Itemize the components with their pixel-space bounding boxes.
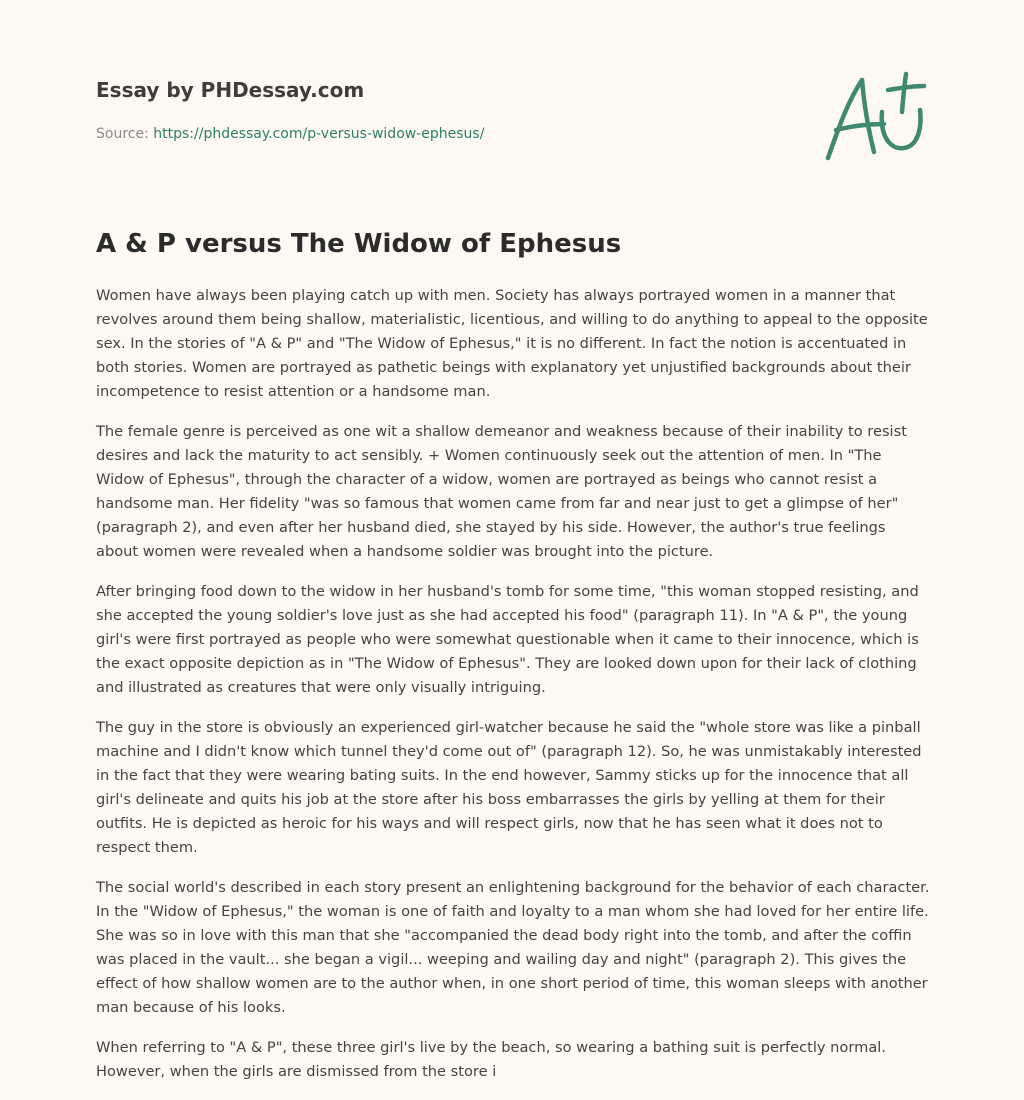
source-label: Source: (96, 126, 154, 142)
a-plus-logo-icon[interactable] (818, 66, 930, 166)
essay-paragraph: The social world's described in each story present an enlightening background for the behavior of each character. In the "Widow of Ephesus," the woman is one of faith and loyalty to a man whom she had loved for her entire life. She was so in love with this man that she "accompanied the dead body right into the tomb, and after the coffin was placed in the vault... she began a vigil... weeping and wailing day and night" (paragraph 2). This gives the effect of how shallow women are to the author when, in one short period of time, this woman sleeps with another man because of his looks. (96, 879, 930, 1016)
page-header (96, 76, 796, 144)
essay-title: A & P versus The Widow of Ephesus (96, 229, 622, 259)
essay-paragraph: The guy in the store is obviously an experienced girl-watcher because he said the "whole store was like a pinball machine and I didn't know which tunnel they'd come out of" (paragraph 12). So, he was unmistakably interested in the fact that they were wearing bating suits. In the end however, Sammy sticks up for the innocence that all girl's delineate and quits his job at the store after his boss embarrasses the girls by yelling at them for their outfits. He is depicted as heroic for his ways and will respect girls, now that he has seen what it does not to respect them. (96, 719, 922, 856)
source-link[interactable]: https://phdessay.com/p-versus-widow-ephesus/ (153, 126, 485, 142)
essay-paragraph: The female genre is perceived as one wit a shallow demeanor and weakness because of their inability to resist desires and lack the maturity to act sensibly. + Women continuously seek out the attention of men. In "The Widow of Ephesus", through the character of a widow, women are portrayed as beings who cannot resist a handsome man. Her fidelity "was so famous that women came from far and near just to get a glimpse of her" (paragraph 2), and even after her husband died, she stayed by his side. However, the author's true feelings about women were revealed when a handsome soldier was brought into the picture. (96, 423, 907, 560)
essay-paragraph: When referring to "A & P", these three girl's live by the beach, so wearing a bathing suit is perfectly normal. However, when the girls are dismissed from the store i (96, 1039, 886, 1080)
essay-body (96, 284, 932, 1100)
site-title: Essay by PHDessay.com (96, 78, 365, 102)
source-line (96, 124, 796, 144)
essay-paragraph: Women have always been playing catch up with men. Society has always portrayed women in a manner that revolves around them being shallow, materialistic, licentious, and willing to do anything to appeal to the opposite sex. In the stories of "A & P" and "The Widow of Ephesus," it is no different. In fact the notion is accentuated in both stories. Women are portrayed as pathetic beings with explanatory yet unjustified backgrounds about their incompetence to resist attention or a handsome man. (96, 287, 928, 400)
essay-paragraph: After bringing food down to the widow in her husband's tomb for some time, "this woman stopped resisting, and she accepted the young soldier's love just as she had accepted his food" (paragraph 11). In "A & P", the young girl's were first portrayed as people who were somewhat questionable when it came to their innocence, which is the exact opposite depiction as in "The Widow of Ephesus". They are looked down upon for their lack of clothing and illustrated as creatures that were only visually intriguing. (96, 583, 919, 696)
